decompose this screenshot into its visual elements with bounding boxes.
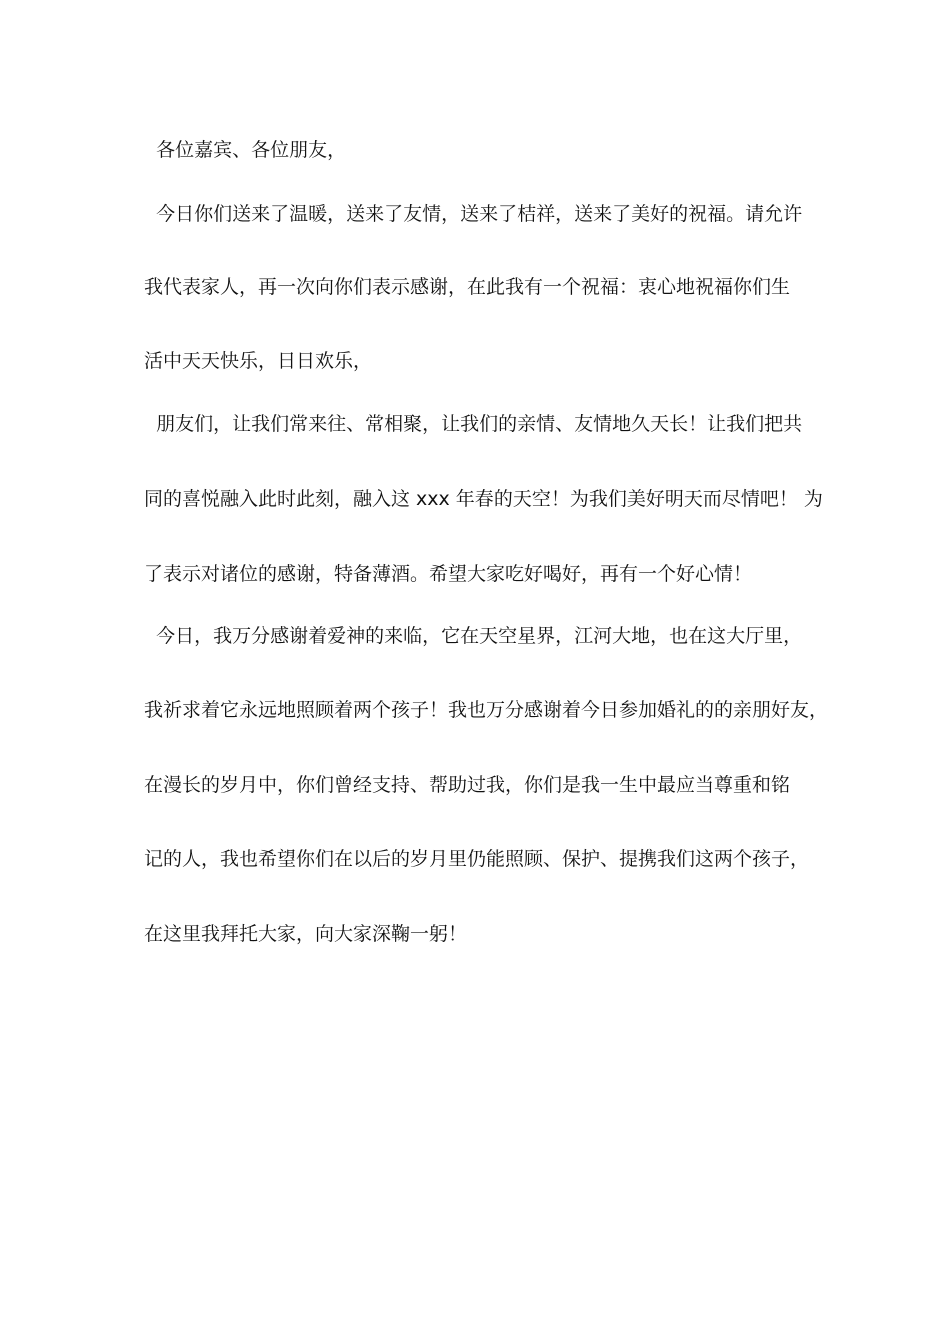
text-line: 今日，我万分感谢着爱神的来临，它在天空星界，江河大地，也在这大厅里，: [144, 625, 803, 647]
text-line: 今日你们送来了温暖，送来了友情，送来了桔祥，送来了美好的祝福。请允许: [144, 203, 803, 225]
text-line: 各位嘉宾、各位朋友，: [144, 139, 347, 161]
text-line: 在这里我拜托大家，向大家深鞠一躬！: [144, 923, 468, 945]
text-line: 活中天天快乐，日日欢乐，: [144, 350, 373, 372]
text-line: 朋友们，让我们常来往、常相聚，让我们的亲情、友情地久天长！让我们把共: [144, 413, 803, 435]
text-line: 记的人，我也希望你们在以后的岁月里仍能照顾、保护、提携我们这两个孩子，: [144, 848, 810, 870]
text-line: 在漫长的岁月中，你们曾经支持、帮助过我，你们是我一生中最应当尊重和铭: [144, 774, 791, 796]
text-line: 同的喜悦融入此时此刻，融入这 xxx 年春的天空！为我们美好明天而尽情吧！ 为: [144, 488, 823, 510]
text-line: 我祈求着它永远地照顾着两个孩子！我也万分感谢着今日参加婚礼的的亲朋好友，: [144, 699, 829, 721]
text-line: 了表示对诸位的感谢，特备薄酒。希望大家吃好喝好，再有一个好心情！: [144, 563, 753, 585]
text-line: 我代表家人，再一次向你们表示感谢，在此我有一个祝福：衷心地祝福你们生: [144, 276, 791, 298]
